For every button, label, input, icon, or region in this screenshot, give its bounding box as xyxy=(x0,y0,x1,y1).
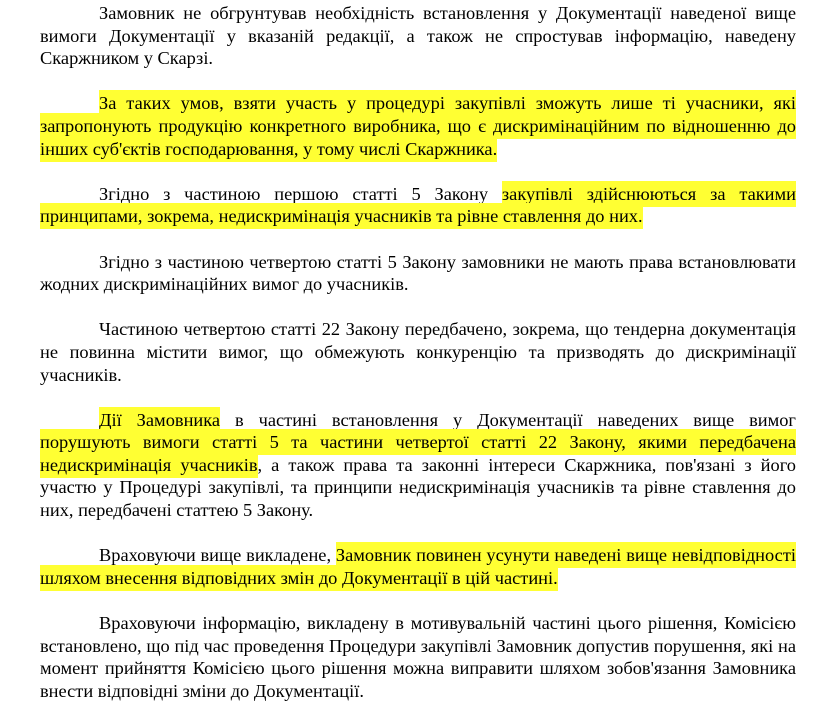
paragraph-3 xyxy=(40,183,796,228)
paragraph-8-text: Враховуючи інформацію, викладену в мотивувальній частині цього рішення, Комісією встановлено, що під час проведення Процедури закупівлі Замовник допустив порушення, які на момент прийняття Комісією цього рішення можна виправити шляхом зобов'язання Замовника внести відповідні зміни до Документації. xyxy=(40,613,796,701)
document-page xyxy=(40,2,796,725)
paragraph-4-text: Згідно з частиною четвертою статті 5 Закону замовники не мають права встановлювати жодних дискримінаційних вимог до учасників. xyxy=(40,251,796,295)
paragraph-8 xyxy=(40,612,796,702)
paragraph-6-highlight-1: Дії Замовника xyxy=(99,407,220,433)
paragraph-1-text: Замовник не обгрунтував необхідність встановлення у Документації наведеної вище вимоги Документації у вказаній редакції, а також не спростував інформацію, наведену Скаржником у Скарзі. xyxy=(40,3,796,69)
paragraph-2-highlight: За таких умов, взяти участь у процедурі закупівлі зможуть лише ті учасники, які запропонують продукцію конкретного виробника, що є дискримінаційним по відношенню до інших суб'єктів господарювання, у тому числі Скаржника. xyxy=(40,90,796,161)
paragraph-6 xyxy=(40,409,796,522)
paragraph-7 xyxy=(40,544,796,589)
paragraph-6-text-1: в частині встановлення у Документації наведених вище вимог xyxy=(220,409,796,430)
paragraph-5 xyxy=(40,318,796,386)
paragraph-3-text: Згідно з частиною першою статті 5 Закону xyxy=(99,183,502,204)
paragraph-3-highlight: закупівлі здійснюються за такими принципами, зокрема, недискримінація учасників та рівне ставлення до них. xyxy=(40,181,796,230)
paragraph-6-text-2: , а також права та законні інтереси Скаржника, пов'язані з його участю у Процедурі закупівлі, та принципи недискримінація учасників та рівне ставлення до них, передбачені статтею 5 Закону. xyxy=(40,454,796,521)
paragraph-7-highlight: Замовник повинен усунути наведені вище невідповідності шляхом внесення відповідних змін до Документації в цій частині. xyxy=(40,542,796,591)
paragraph-7-text: Враховуючи вище викладене, xyxy=(99,545,336,566)
paragraph-1 xyxy=(40,2,796,70)
paragraph-2 xyxy=(40,92,796,160)
paragraph-5-text: Частиною четвертою статті 22 Закону передбачено, зокрема, що тендерна документація не повинна містити вимог, що обмежують конкуренцію та призводять до дискримінації учасників. xyxy=(40,319,796,385)
paragraph-4 xyxy=(40,251,796,296)
paragraph-6-highlight-2: порушують вимоги статті 5 та частини четвертої статті 22 Закону, якими передбачена недискримінація учасників xyxy=(40,429,796,478)
